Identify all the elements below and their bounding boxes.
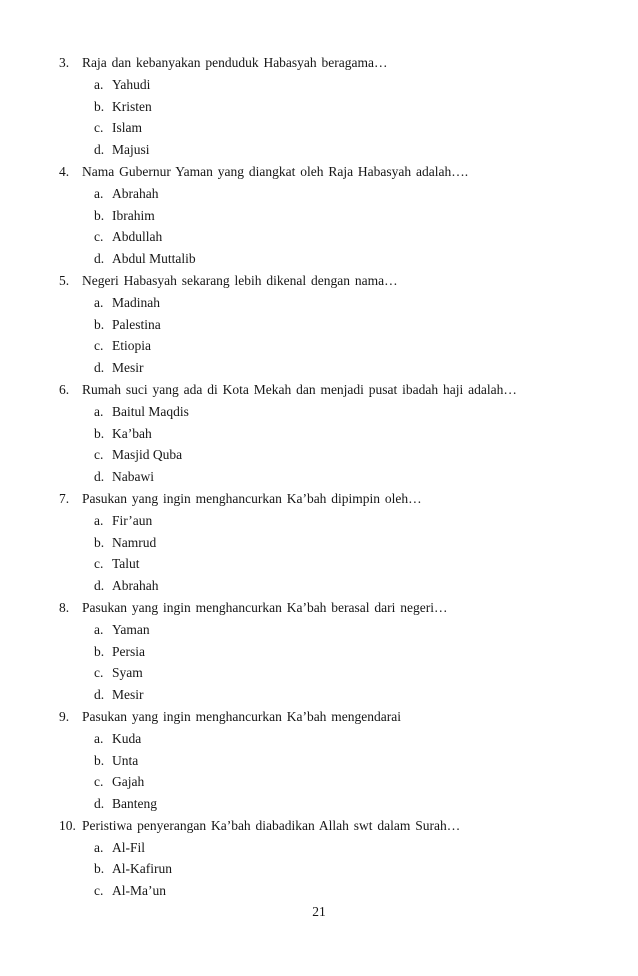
option-text: Al-Ma’un — [112, 883, 166, 899]
question-text: Pasukan yang ingin menghancurkan Ka’bah dipimpin oleh… — [82, 490, 422, 506]
option-letter: a. — [94, 185, 104, 201]
option-item — [94, 226, 602, 248]
option-item — [94, 619, 602, 641]
option-letter: d. — [94, 469, 105, 485]
question-text: Raja dan kebanyakan penduduk Habasyah beragama… — [82, 55, 388, 70]
question-text: Negeri Habasyah sekarang lebih dikenal dengan nama… — [82, 272, 398, 288]
question-text: Pasukan yang ingin menghancurkan Ka’bah berasal dari negeri… — [82, 599, 448, 615]
option-text: Mesir — [112, 687, 144, 703]
option-letter: a. — [94, 403, 104, 419]
option-text: Al-Fil — [112, 839, 146, 855]
option-text: Ibrahim — [112, 207, 155, 223]
question-line — [59, 161, 602, 183]
question-number: 10. — [59, 817, 76, 833]
option-text: Masjid Quba — [112, 447, 183, 463]
option-text: Baitul Maqdis — [112, 403, 189, 419]
option-item — [94, 641, 602, 663]
question-number: 4. — [59, 163, 70, 179]
option-item — [94, 314, 602, 336]
option-item — [94, 575, 602, 597]
option-letter: c. — [94, 120, 104, 136]
option-letter: c. — [94, 774, 104, 790]
option-item — [94, 750, 602, 772]
option-item — [94, 292, 602, 314]
option-item — [94, 117, 602, 139]
option-item — [94, 205, 602, 227]
option-item — [94, 248, 602, 270]
option-text: Namrud — [112, 534, 157, 550]
option-item — [94, 444, 602, 466]
question-line — [59, 597, 602, 619]
option-text: Ka’bah — [112, 425, 152, 441]
option-text: Abrahah — [112, 578, 159, 594]
option-letter: c. — [94, 665, 104, 681]
question-number: 3. — [59, 55, 70, 70]
question-line — [59, 706, 602, 728]
question-line — [59, 488, 602, 510]
option-text: Persia — [112, 643, 145, 659]
option-letter: a. — [94, 294, 104, 310]
question-item — [59, 597, 602, 706]
option-letter: b. — [94, 425, 105, 441]
option-letter: a. — [94, 512, 104, 528]
option-letter: a. — [94, 839, 104, 855]
option-letter: c. — [94, 447, 104, 463]
question-number: 6. — [59, 381, 70, 397]
question-line — [59, 815, 602, 837]
option-letter: b. — [94, 98, 105, 114]
option-letter: d. — [94, 687, 105, 703]
option-text: Majusi — [112, 142, 150, 158]
option-item — [94, 357, 602, 379]
option-text: Yahudi — [112, 76, 151, 92]
option-text: Abrahah — [112, 185, 159, 201]
question-item — [59, 52, 602, 161]
option-letter: b. — [94, 534, 105, 550]
option-item — [94, 532, 602, 554]
option-letter: c. — [94, 338, 104, 354]
option-letter: b. — [94, 316, 105, 332]
option-letter: b. — [94, 861, 105, 877]
option-text: Palestina — [112, 316, 161, 332]
option-letter: d. — [94, 142, 105, 158]
option-item — [94, 880, 602, 902]
option-item — [94, 553, 602, 575]
option-item — [94, 423, 602, 445]
page-number: 21 — [312, 904, 326, 919]
option-text: Kristen — [112, 98, 152, 114]
option-item — [94, 858, 602, 880]
question-item — [59, 706, 602, 815]
question-line — [59, 270, 602, 292]
question-item — [59, 815, 602, 902]
option-text: Mesir — [112, 360, 144, 376]
question-item — [59, 270, 602, 379]
option-item — [94, 401, 602, 423]
question-text: Peristiwa penyerangan Ka’bah diabadikan Allah swt dalam Surah… — [82, 817, 461, 833]
option-letter: a. — [94, 730, 104, 746]
option-text: Al-Kafirun — [112, 861, 172, 877]
option-text: Yaman — [112, 621, 150, 637]
option-text: Madinah — [112, 294, 160, 310]
question-number: 7. — [59, 490, 70, 506]
option-letter: d. — [94, 578, 105, 594]
option-text: Talut — [112, 556, 140, 572]
option-letter: b. — [94, 752, 105, 768]
option-letter: d. — [94, 251, 105, 267]
option-item — [94, 771, 602, 793]
option-letter: c. — [94, 883, 104, 899]
option-letter: a. — [94, 76, 104, 92]
question-text: Pasukan yang ingin menghancurkan Ka’bah mengendarai — [82, 708, 402, 724]
question-number: 8. — [59, 599, 70, 615]
option-text: Islam — [112, 120, 142, 136]
option-text: Banteng — [112, 796, 157, 812]
option-item — [94, 335, 602, 357]
option-text: Etiopia — [112, 338, 151, 354]
question-line — [59, 52, 602, 74]
option-text: Nabawi — [112, 469, 154, 485]
option-letter: d. — [94, 360, 105, 376]
option-letter: b. — [94, 643, 105, 659]
option-item — [94, 466, 602, 488]
option-text: Gajah — [112, 774, 145, 790]
option-item — [94, 96, 602, 118]
question-item — [59, 379, 602, 488]
question-number: 9. — [59, 708, 70, 724]
option-item — [94, 74, 602, 96]
option-text: Syam — [112, 665, 143, 681]
option-letter: c. — [94, 556, 104, 572]
option-item — [94, 662, 602, 684]
option-item — [94, 837, 602, 859]
option-item — [94, 510, 602, 532]
option-item — [94, 793, 602, 815]
option-letter: b. — [94, 207, 105, 223]
option-text: Kuda — [112, 730, 142, 746]
question-text: Nama Gubernur Yaman yang diangkat oleh Raja Habasyah adalah…. — [82, 163, 469, 179]
option-item — [94, 139, 602, 161]
option-item — [94, 728, 602, 750]
option-letter: a. — [94, 621, 104, 637]
option-item — [94, 684, 602, 706]
option-text: Unta — [112, 752, 139, 768]
option-letter: c. — [94, 229, 104, 245]
question-number: 5. — [59, 272, 70, 288]
question-line — [59, 379, 602, 401]
question-item — [59, 488, 602, 597]
option-text: Fir’aun — [112, 512, 153, 528]
option-text: Abdullah — [112, 229, 163, 245]
option-item — [94, 183, 602, 205]
option-letter: d. — [94, 796, 105, 812]
option-text: Abdul Muttalib — [112, 251, 196, 267]
question-text: Rumah suci yang ada di Kota Mekah dan menjadi pusat ibadah haji adalah… — [82, 381, 517, 397]
question-item — [59, 161, 602, 270]
